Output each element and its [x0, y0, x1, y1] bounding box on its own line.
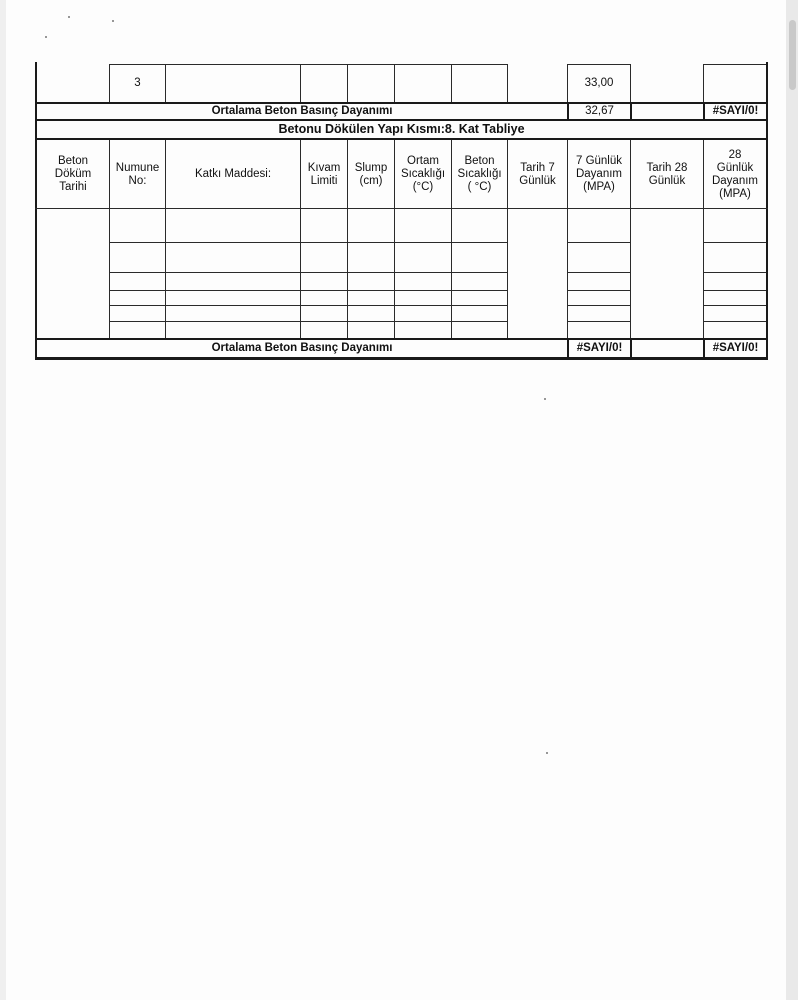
header-7-day-strength: 7 Günlük Dayanım (MPA): [575, 155, 623, 193]
scrollbar-thumb[interactable]: [789, 20, 796, 90]
bottom-average-day28-value: #SAYI/0!: [712, 342, 759, 354]
average-day28-value: #SAYI/0!: [712, 105, 759, 117]
bottom-average-day7-value: #SAYI/0!: [576, 342, 623, 354]
header-date-28-day: Tarih 28 Günlük: [646, 161, 688, 187]
header-sample-no: Numune No:: [115, 161, 160, 187]
section-title: Betonu Dökülen Yapı Kısmı:8. Kat Tabliye: [278, 122, 525, 136]
header-28-day-strength: 28 Günlük Dayanım (MPA): [711, 148, 759, 200]
scan-speck: [546, 752, 548, 754]
average-day7-value: 32,67: [585, 105, 614, 117]
page-edge-left: [0, 0, 6, 1000]
header-pour-date: Beton Döküm Tarihi: [54, 155, 92, 193]
header-slump: Slump (cm): [354, 161, 388, 187]
header-consistency-limit: Kıvam Limiti: [307, 161, 341, 187]
day7-strength-value: 33,00: [584, 76, 614, 89]
sample-number: 3: [134, 76, 141, 89]
bottom-average-strength-label: Ortalama Beton Basınç Dayanımı: [211, 342, 393, 354]
scan-speck: [68, 16, 70, 18]
scan-speck: [45, 36, 47, 38]
scrollbar-track[interactable]: [786, 0, 798, 1000]
scan-speck: [112, 20, 114, 22]
header-date-7-day: Tarih 7 Günlük: [519, 161, 556, 187]
header-ambient-temp: Ortam Sıcaklığı (°C): [400, 155, 446, 193]
average-strength-label: Ortalama Beton Basınç Dayanımı: [211, 105, 393, 117]
header-admixture: Katkı Maddesi:: [194, 168, 272, 180]
header-concrete-temp: Beton Sıcaklığı ( °C): [457, 155, 502, 193]
scan-speck: [544, 398, 546, 400]
